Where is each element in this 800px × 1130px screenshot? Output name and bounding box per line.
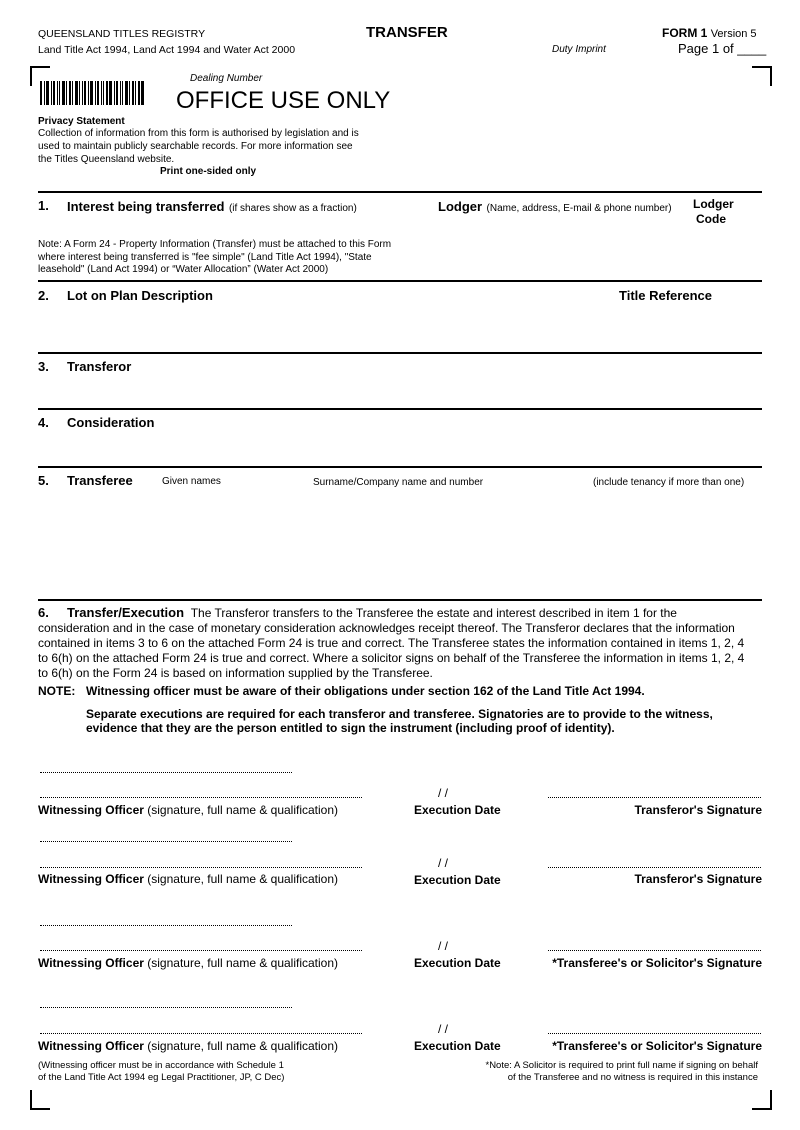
date-slashes[interactable]: / / xyxy=(438,786,449,800)
lot-on-plan-title: Lot on Plan Description xyxy=(67,288,213,303)
interest-heading xyxy=(67,198,357,216)
corner-mark-bottom-left xyxy=(30,1090,50,1110)
signature-line[interactable] xyxy=(548,797,761,798)
witness-signature-line[interactable] xyxy=(40,950,362,951)
office-use-only: OFFICE USE ONLY xyxy=(176,87,391,114)
divider xyxy=(38,599,762,601)
signature-label: *Transferee's or Solicitor's Signature xyxy=(552,956,762,970)
form-number-block xyxy=(662,26,757,40)
privacy-line: the Titles Queensland website. xyxy=(38,154,175,165)
execution-statement-line: contained in items 3 to 6 on the attached Form 24 is true and correct. The Transferee states the information contained in items 1, 2, 4 xyxy=(38,636,745,650)
consideration-title: Consideration xyxy=(67,415,155,430)
form-number: FORM 1 xyxy=(662,26,708,40)
witness-signature-line[interactable] xyxy=(40,1033,362,1034)
divider xyxy=(38,352,762,354)
surname-label: Surname/Company name and number xyxy=(313,477,484,488)
witness-name-line[interactable] xyxy=(40,1007,292,1008)
execution-date-label: Execution Date xyxy=(414,873,501,887)
privacy-line: Collection of information from this form is authorised by legislation and is xyxy=(38,128,359,139)
execution-date-label: Execution Date xyxy=(414,803,501,817)
execution-date-label: Execution Date xyxy=(414,956,501,970)
witness-footnote-line: of the Land Title Act 1994 eg Legal Practitioner, JP, C Dec) xyxy=(38,1072,285,1083)
lodger-heading xyxy=(438,198,672,216)
separate-executions-line: Separate executions are required for each transferor and transferee. Signatories are to provide to the witness, xyxy=(86,707,713,721)
tenancy-label: (include tenancy if more than one) xyxy=(593,477,745,488)
execution-title: Transfer/Execution xyxy=(67,605,185,620)
separate-executions-line: evidence that they are the person entitled to sign the instrument (including proof of identity). xyxy=(86,721,615,735)
lodger-title: Lodger xyxy=(438,199,483,214)
form-version: Version 5 xyxy=(710,28,757,40)
form24-note xyxy=(38,239,438,277)
lodger-code-label: Lodger xyxy=(693,197,734,211)
signature-line[interactable] xyxy=(548,867,761,868)
execution-statement-line: consideration and in the case of monetary consideration acknowledges receipt thereof. The Transferor declares that the information xyxy=(38,621,735,635)
signature-line[interactable] xyxy=(548,1033,761,1034)
witness-signature-line[interactable] xyxy=(40,797,362,798)
section-number: 2. xyxy=(38,288,49,303)
form24-note-line: where interest being transferred is "fee simple" (Land Title Act 1994), "State xyxy=(38,251,372,263)
note-text: Witnessing officer must be aware of their obligations under section 162 of the Land Title Act 1994. xyxy=(86,684,645,698)
signature-label: Transferor's Signature xyxy=(634,803,762,817)
section-number: 1. xyxy=(38,198,49,213)
privacy-line: used to maintain publicly searchable records. For more information see xyxy=(38,141,353,152)
witness-footnote xyxy=(38,1060,284,1084)
divider xyxy=(38,280,762,282)
duty-imprint-label: Duty Imprint xyxy=(552,44,606,55)
date-slashes[interactable]: / / xyxy=(438,856,449,870)
interest-hint: (if shares show as a fraction) xyxy=(228,203,357,214)
date-slashes[interactable]: / / xyxy=(438,939,449,953)
execution-statement xyxy=(38,605,760,681)
interest-title: Interest being transferred xyxy=(67,199,225,214)
execution-statement-line: to 6(h) on the Form 24 is based on information supplied by the Transferee. xyxy=(38,666,433,680)
registry-name: QUEENSLAND TITLES REGISTRY xyxy=(38,28,206,40)
print-instruction: Print one-sided only xyxy=(160,166,257,177)
section-number: 6. xyxy=(38,605,49,620)
lodger-hint: (Name, address, E-mail & phone number) xyxy=(486,203,672,214)
form-title: TRANSFER xyxy=(366,24,448,41)
transferor-title: Transferor xyxy=(67,359,132,374)
form24-note-line: leasehold" (Land Act 1994) or “Water Allocation” (Water Act 2000) xyxy=(38,264,329,275)
witness-name-line[interactable] xyxy=(40,925,292,926)
section-number: 3. xyxy=(38,359,49,374)
form24-note-line: Note: A Form 24 - Property Information (Transfer) must be attached to this Form xyxy=(38,239,392,250)
signature-label: *Transferee's or Solicitor's Signature xyxy=(552,1039,762,1053)
execution-statement-line: to 6(h) on the attached Form 24 is true and correct. Where a solicitor signs on behalf of the Transferee the information in items 1, 2, 4 xyxy=(38,651,745,665)
solicitor-footnote-line: of the Transferee and no witness is required in this instance xyxy=(507,1072,758,1083)
signature-line[interactable] xyxy=(548,950,761,951)
divider xyxy=(38,408,762,410)
corner-mark-top-right xyxy=(752,66,772,86)
witness-footnote-line: (Witnessing officer must be in accordance with Schedule 1 xyxy=(38,1060,284,1071)
solicitor-footnote xyxy=(486,1060,759,1084)
solicitor-footnote-line: *Note: A Solicitor is required to print full name if signing on behalf xyxy=(485,1060,758,1071)
lodger-code-label: Code xyxy=(696,212,726,226)
section-number: 4. xyxy=(38,415,49,430)
page-number: Page 1 of ____ xyxy=(678,41,767,56)
transferee-title: Transferee xyxy=(67,473,133,488)
barcode-icon xyxy=(40,81,158,105)
witness-label: Witnessing Officer (signature, full name & qualification) xyxy=(38,872,339,886)
witness-name-line[interactable] xyxy=(40,772,292,773)
witness-note xyxy=(38,684,645,698)
witness-label: Witnessing Officer (signature, full name & qualification) xyxy=(38,1039,339,1053)
witness-name-line[interactable] xyxy=(40,841,292,842)
execution-statement-line: 6. Transfer/Execution The Transferor transfers to the Transferee the estate and interest described in item 1 for the xyxy=(38,605,677,620)
note-label: NOTE: xyxy=(38,684,76,698)
divider xyxy=(38,191,762,193)
corner-mark-bottom-right xyxy=(752,1090,772,1110)
execution-date-label: Execution Date xyxy=(414,1039,501,1053)
witness-label: Witnessing Officer (signature, full name & qualification) xyxy=(38,956,339,970)
dealing-number-label: Dealing Number xyxy=(190,73,263,84)
given-names-label: Given names xyxy=(162,476,221,487)
privacy-heading: Privacy Statement xyxy=(38,116,125,127)
section-number: 5. xyxy=(38,473,49,488)
signature-label: Transferor's Signature xyxy=(634,872,762,886)
governing-acts: Land Title Act 1994, Land Act 1994 and Water Act 2000 xyxy=(38,44,296,56)
witness-label: Witnessing Officer (signature, full name & qualification) xyxy=(38,803,339,817)
divider xyxy=(38,466,762,468)
witness-signature-line[interactable] xyxy=(40,867,362,868)
title-reference-label: Title Reference xyxy=(619,288,712,303)
date-slashes[interactable]: / / xyxy=(438,1022,449,1036)
